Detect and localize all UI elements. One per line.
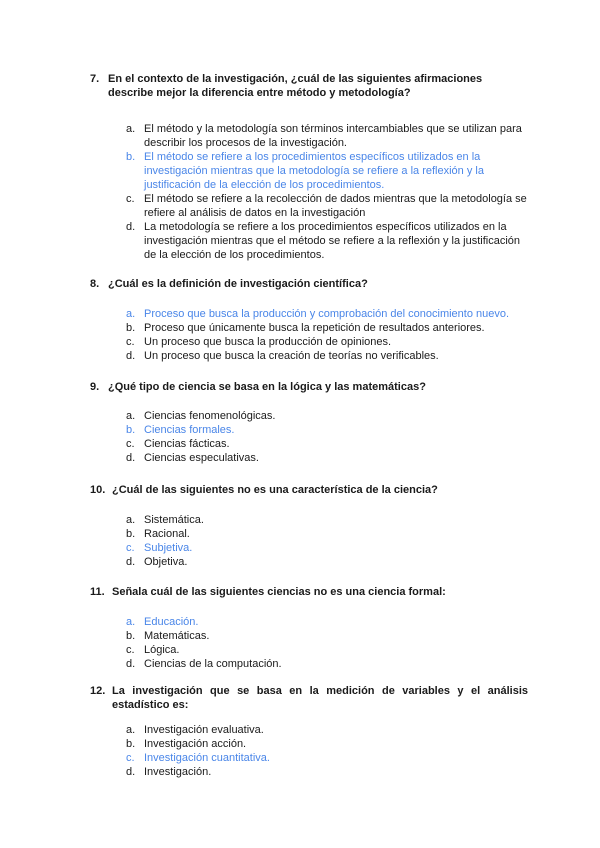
- question-number: 7.: [90, 73, 100, 85]
- option-text: Ciencias especulativas.: [144, 452, 259, 464]
- question-number: 9.: [90, 381, 100, 393]
- option-d: [126, 765, 528, 779]
- option-list: [126, 513, 528, 569]
- option-a: [126, 122, 528, 150]
- option-letter: b.: [126, 528, 136, 540]
- option-d: [126, 555, 528, 569]
- option-text: Ciencias formales.: [144, 424, 235, 436]
- option-list: [126, 409, 528, 465]
- question-heading: [90, 684, 528, 712]
- option-letter: d.: [126, 658, 136, 670]
- question-12: [90, 684, 528, 790]
- option-b-correct: [126, 423, 528, 437]
- option-letter: d.: [126, 350, 136, 362]
- option-text: Un proceso que busca la producción de opiniones.: [144, 336, 392, 348]
- option-text: Educación.: [144, 616, 199, 628]
- option-text: Investigación cuantitativa.: [144, 752, 270, 764]
- option-letter: a.: [126, 514, 136, 526]
- option-letter: d.: [126, 452, 136, 464]
- option-a-correct: [126, 307, 528, 321]
- question-heading: [90, 72, 528, 100]
- option-b: [126, 321, 528, 335]
- option-b-correct: [126, 150, 528, 192]
- option-letter: c.: [126, 336, 135, 348]
- option-letter: b.: [126, 424, 136, 436]
- option-c: [126, 643, 528, 657]
- option-c-correct: [126, 751, 528, 765]
- option-text: Investigación evaluativa.: [144, 724, 264, 736]
- option-b: [126, 629, 528, 643]
- option-letter: a.: [126, 724, 136, 736]
- option-letter: b.: [126, 151, 136, 163]
- question-text: ¿Qué tipo de ciencia se basa en la lógica y las matemáticas?: [108, 381, 426, 393]
- option-letter: c.: [126, 193, 135, 205]
- option-a: [126, 513, 528, 527]
- option-text: Ciencias de la computación.: [144, 658, 282, 670]
- option-letter: c.: [126, 438, 135, 450]
- question-number: 8.: [90, 278, 100, 290]
- option-c: [126, 335, 528, 349]
- question-text: ¿Cuál es la definición de investigación científica?: [108, 278, 368, 290]
- option-list: [126, 307, 528, 363]
- option-a: [126, 723, 528, 737]
- option-text: Racional.: [144, 528, 190, 540]
- question-text: Señala cuál de las siguientes ciencias no es una ciencia formal:: [112, 586, 446, 598]
- question-8: [90, 277, 528, 374]
- option-letter: a.: [126, 410, 136, 422]
- option-text: Sistemática.: [144, 514, 204, 526]
- option-letter: b.: [126, 322, 136, 334]
- option-text: El método se refiere a la recolección de dados mientras que la metodología se refiere al análisis de datos en la investigación: [144, 193, 527, 219]
- option-letter: d.: [126, 221, 136, 233]
- option-letter: c.: [126, 752, 135, 764]
- option-d: [126, 451, 528, 465]
- option-text: La metodología se refiere a los procedimientos específicos utilizados en la investigación mientras que el método se refiere a la reflexión y la justificación de la elección de los procedimientos.: [144, 221, 521, 261]
- question-number: 12.: [90, 685, 106, 697]
- option-list: [126, 615, 528, 671]
- option-letter: c.: [126, 644, 135, 656]
- option-letter: d.: [126, 556, 136, 568]
- question-11: [90, 585, 528, 682]
- option-b: [126, 527, 528, 541]
- option-a: [126, 409, 528, 423]
- option-text: Ciencias fenomenológicas.: [144, 410, 276, 422]
- option-text: Investigación.: [144, 766, 212, 778]
- question-text: En el contexto de la investigación, ¿cuál de las siguientes afirmaciones describe mejor la diferencia entre método y metodología?: [108, 73, 483, 99]
- option-text: El método y la metodología son términos intercambiables que se utilizan para describir los procesos de la investigación.: [144, 123, 522, 149]
- option-list: [126, 122, 528, 262]
- question-heading: [90, 277, 528, 291]
- question-10: [90, 483, 528, 580]
- question-number: 11.: [90, 586, 105, 598]
- option-text: Matemáticas.: [144, 630, 210, 642]
- question-heading: [90, 585, 528, 599]
- option-letter: a.: [126, 123, 136, 135]
- option-b: [126, 737, 528, 751]
- option-text: Un proceso que busca la creación de teorías no verificables.: [144, 350, 439, 362]
- option-text: Objetiva.: [144, 556, 188, 568]
- option-text: Proceso que únicamente busca la repetición de resultados anteriores.: [144, 322, 485, 334]
- option-list: [126, 723, 528, 779]
- option-letter: c.: [126, 542, 135, 554]
- option-text: Subjetiva.: [144, 542, 193, 554]
- option-a-correct: [126, 615, 528, 629]
- option-letter: a.: [126, 308, 136, 320]
- option-text: Proceso que busca la producción y comprobación del conocimiento nuevo.: [144, 308, 510, 320]
- option-c-correct: [126, 541, 528, 555]
- question-7: [90, 72, 528, 273]
- question-heading: [90, 380, 528, 394]
- option-d: [126, 657, 528, 671]
- question-9: [90, 380, 528, 476]
- question-heading: [90, 483, 528, 497]
- option-text: Lógica.: [144, 644, 180, 656]
- option-c: [126, 437, 528, 451]
- option-letter: b.: [126, 738, 136, 750]
- question-text: ¿Cuál de las siguientes no es una característica de la ciencia?: [112, 484, 438, 496]
- option-d: [126, 220, 528, 262]
- question-number: 10.: [90, 484, 106, 496]
- option-letter: d.: [126, 766, 136, 778]
- option-text: Ciencias fácticas.: [144, 438, 230, 450]
- option-letter: a.: [126, 616, 136, 628]
- option-text: Investigación acción.: [144, 738, 247, 750]
- option-text: El método se refiere a los procedimientos específicos utilizados en la investigación mientras que la metodología se refiere a la reflexión y la justificación de la elección de los procedimientos.: [144, 151, 484, 191]
- question-text: La investigación que se basa en la medición de variables y el análisis estadístico es:: [112, 685, 528, 711]
- option-d: [126, 349, 528, 363]
- option-letter: b.: [126, 630, 136, 642]
- option-c: [126, 192, 528, 220]
